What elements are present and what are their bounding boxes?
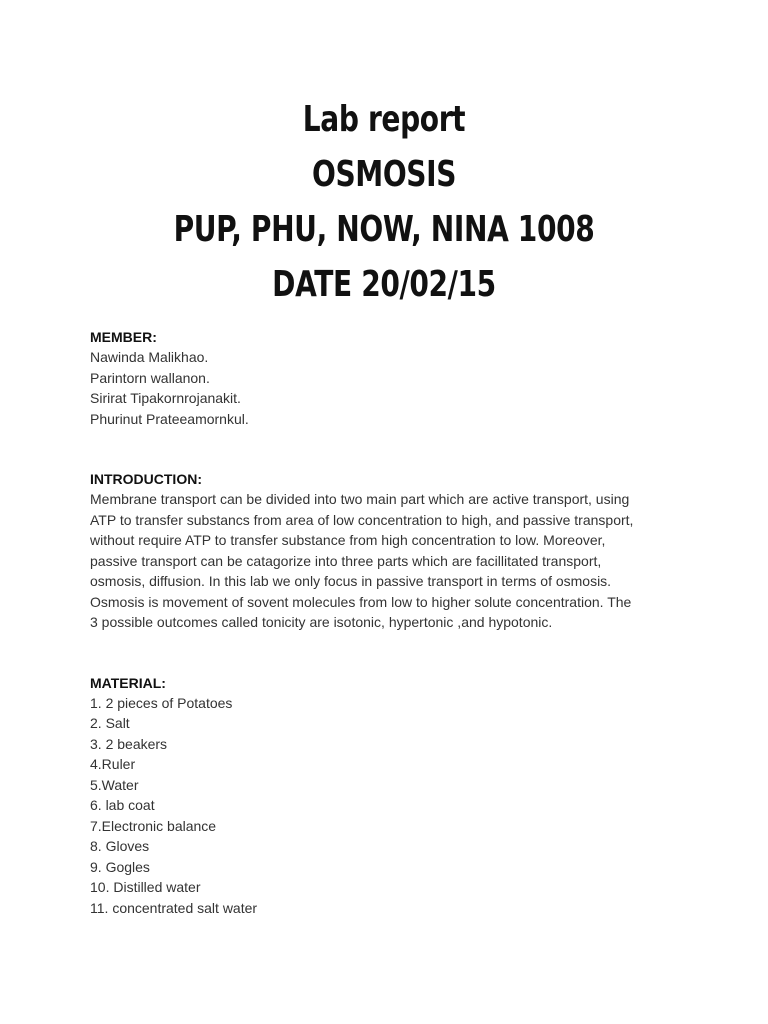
material-item: 8. Gloves <box>90 838 150 854</box>
introduction-line: ATP to transfer substancs from area of low concentration to high, and passive transport, <box>90 511 634 528</box>
member-name: Nawinda Malikhao. <box>90 349 209 365</box>
material-item: 3. 2 beakers <box>90 735 168 752</box>
material-item: 7.Electronic balance <box>90 817 217 834</box>
title-line: PUP, PHU, NOW, NINA 1008 <box>173 209 595 250</box>
member-name: Phurinut Prateeamornkul. <box>90 410 249 427</box>
report-title <box>84 92 683 312</box>
introduction-line: passive transport can be catagorize into three parts which are facillitated transport, <box>90 552 602 569</box>
material-item: 2. Salt <box>90 715 130 731</box>
report-body <box>90 327 690 918</box>
member-name: Parintorn wallanon. <box>90 369 210 386</box>
title-line: DATE 20/02/15 <box>272 264 496 305</box>
material-item: 11. concentrated salt water <box>90 899 258 916</box>
spacer <box>90 429 690 449</box>
material-item: 5.Water <box>90 776 139 793</box>
introduction-line: osmosis, diffusion. In this lab we only focus in passive transport in terms of osmosis. <box>90 573 612 589</box>
spacer <box>90 653 690 673</box>
material-heading: MATERIAL: <box>90 674 166 691</box>
introduction-line: Osmosis is movement of sovent molecules from low to higher solute concentration. The <box>90 593 632 610</box>
spacer <box>90 633 690 653</box>
member-name: Sirirat Tipakornrojanakit. <box>90 390 241 406</box>
introduction-heading: INTRODUCTION: <box>90 471 202 487</box>
title-line: Lab report <box>302 99 466 140</box>
material-item: 9. Gogles <box>90 858 150 875</box>
introduction-line: Membrane transport can be divided into two main part which are active transport, using <box>90 491 630 507</box>
material-item: 4.Ruler <box>90 756 136 772</box>
introduction-section <box>90 469 690 633</box>
member-heading: MEMBER: <box>90 329 157 345</box>
material-item: 1. 2 pieces of Potatoes <box>90 694 233 711</box>
material-section <box>90 673 690 919</box>
spacer <box>90 449 690 469</box>
material-item: 6. lab coat <box>90 797 155 813</box>
introduction-line: 3 possible outcomes called tonicity are isotonic, hypertonic ,and hypotonic. <box>90 614 553 630</box>
introduction-line: without require ATP to transfer substance from high concentration to low. Moreover, <box>90 532 606 548</box>
title-line: OSMOSIS <box>311 154 457 195</box>
material-item: 10. Distilled water <box>90 879 201 895</box>
member-section <box>90 327 690 429</box>
